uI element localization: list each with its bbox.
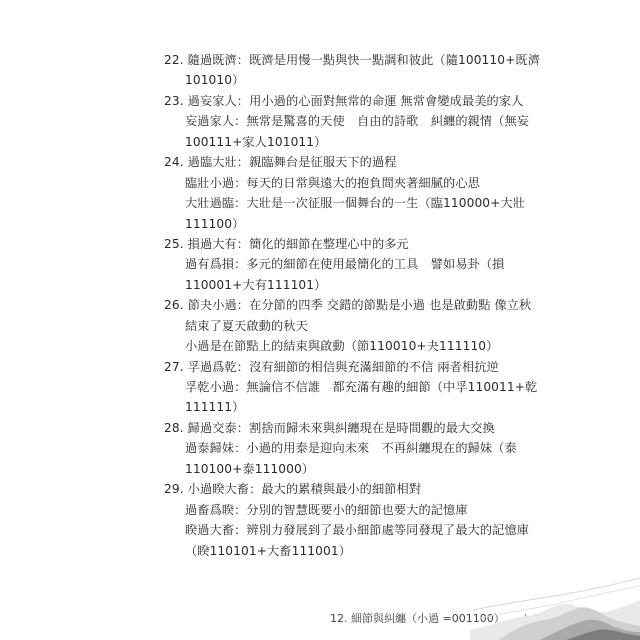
entry-line: 過有爲損：多元的細節在使用最簡化的工具 譬如易卦（損 <box>185 257 505 272</box>
entry-line: 妄過家人：無常是驚喜的天使 自由的詩歌 糾纏的親情（無妄 <box>185 114 530 129</box>
entry-line: 101010） <box>185 73 245 88</box>
entry-line: 結束了夏天啟動的秋天 <box>185 318 308 333</box>
entry-line: 小過是在節點上的結束與啟動（節110010+夬111110） <box>185 339 499 354</box>
entry-23 <box>164 91 530 152</box>
entry-line: 孚乾小過：無論信不信誰 都充滿有趣的細節（中孚110011+乾 <box>185 380 538 394</box>
entry-line: 臨壯小過：每天的日常與遠大的抱負間夾著細膩的心思 <box>185 175 480 190</box>
entry-line: 29. 小過睽大畜：最大的累積與最小的細節相對 <box>164 482 422 497</box>
ink-mountain-illustration <box>470 560 640 640</box>
entry-line: 過畜爲睽：分別的智慧既要小的細節也要大的記憶庫 <box>185 502 468 517</box>
entry-line: （睽110101+大畜111001） <box>185 543 351 558</box>
entry-29 <box>164 479 530 561</box>
entry-27 <box>164 357 538 418</box>
entry-line: 100111+家人101011） <box>185 134 327 149</box>
entry-line: 睽過大畜：辨別力發展到了最小細節處等同發現了最大的記憶庫 <box>185 523 530 538</box>
body-text <box>164 50 540 561</box>
entry-line: 25. 損過大有：簡化的細節在整理心中的多元 <box>164 236 409 251</box>
entry-line: 22. 隨過既濟：既濟是用慢一點與快一點調和彼此（隨100110+既濟 <box>164 53 540 67</box>
entry-line: 23. 過妄家人：用小過的心面對無常的命運 無常會變成最美的家人 <box>164 93 524 108</box>
entry-line: 110100+泰111000） <box>185 461 315 476</box>
entry-25 <box>164 234 520 295</box>
entry-line: 過泰歸妹：小過的用泰是迎向未來 不再糾纏現在的歸妹（泰 <box>185 441 517 456</box>
entry-line: 26. 節夬小過：在分節的四季 交錯的節點是小過 也是啟動點 像立秋 <box>164 298 532 313</box>
entry-26 <box>164 295 532 356</box>
chapter-title: 12. 細節與糾纏（小過 =001100） <box>330 612 505 625</box>
entry-line: 大壯過臨：大壯是一次征服一個舞台的一生（臨110000+大壯 <box>185 196 526 211</box>
entry-line: 110001+大有111101） <box>185 277 327 292</box>
entry-28 <box>164 418 520 479</box>
entry-line: 27. 孚過爲乾：沒有細節的相信與充滿細節的不信 兩者相抗逆 <box>164 359 499 374</box>
entry-line: 111111） <box>185 400 245 415</box>
entry-line: 111100） <box>185 216 245 231</box>
entry-22 <box>164 50 540 91</box>
entry-line: 28. 歸過交泰：割捨而歸未來與糾纏現在是時間觀的最大交換 <box>164 420 495 435</box>
entry-24 <box>164 152 526 234</box>
entry-line: 24. 過臨大壯：親臨舞台是征服天下的過程 <box>164 155 397 170</box>
